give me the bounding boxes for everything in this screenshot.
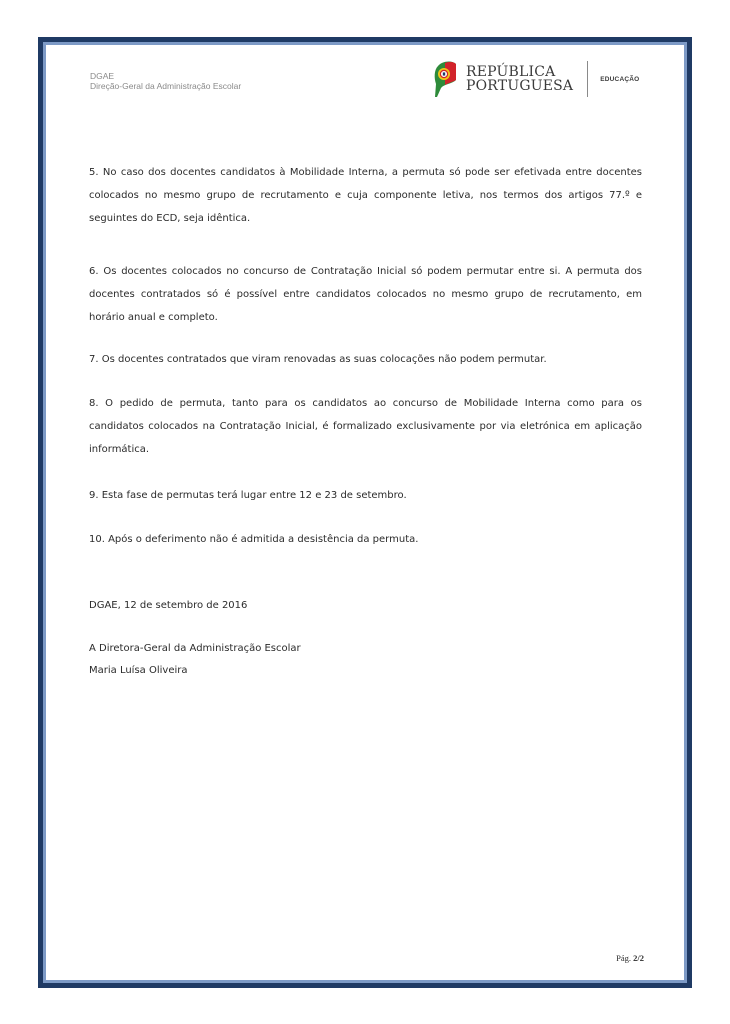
signature-name: Maria Luísa Oliveira: [89, 665, 188, 676]
page-border: [38, 37, 692, 988]
republic-wordmark: [466, 65, 573, 93]
paragraph-6: 6. Os docentes colocados no concurso de Contratação Inicial só podem permutar entre si. A permuta dos docentes contratados só é possível entre candidatos colocados no mesmo grupo de recrutamento, em horário anual e completo.: [89, 266, 642, 323]
document-page: [46, 45, 684, 980]
page-label: Pág.: [616, 953, 631, 963]
paragraph-9: 9. Esta fase de permutas terá lugar entre 12 e 23 de setembro.: [89, 490, 407, 501]
government-logo: [432, 59, 639, 99]
republic-line1: REPÚBLICA: [466, 64, 556, 80]
page-footer: [616, 953, 644, 963]
org-header: [90, 71, 241, 91]
signature-place-date: DGAE, 12 de setembro de 2016: [89, 600, 248, 611]
republic-line2: PORTUGUESA: [466, 78, 574, 94]
portugal-flag-emblem-icon: [432, 60, 458, 98]
org-short-name: DGAE: [90, 71, 115, 81]
page-border-inner: [43, 42, 687, 983]
paragraph-8: 8. O pedido de permuta, tanto para os candidatos ao concurso de Mobilidade Interna como para os candidatos colocados na Contratação Inicial, é formalizado exclusivamente por via eletrónica em aplicação informática.: [89, 398, 642, 455]
signature-title: A Diretora-Geral da Administração Escolar: [89, 643, 301, 654]
logo-divider: [587, 61, 588, 97]
page-number: 2/2: [633, 953, 644, 963]
paragraph-5: 5. No caso dos docentes candidatos à Mobilidade Interna, a permuta só pode ser efetivada entre docentes colocados no mesmo grupo de recrutamento e cuja componente letiva, nos termos dos artigos 77.º e seguintes do ECD, seja idêntica.: [89, 167, 642, 224]
org-full-name: Direção-Geral da Administração Escolar: [90, 81, 242, 91]
paragraph-10: 10. Após o deferimento não é admitida a desistência da permuta.: [89, 534, 419, 545]
paragraph-7: 7. Os docentes contratados que viram renovadas as suas colocações não podem permutar.: [89, 354, 547, 365]
ministry-label: EDUCAÇÃO: [600, 75, 640, 83]
